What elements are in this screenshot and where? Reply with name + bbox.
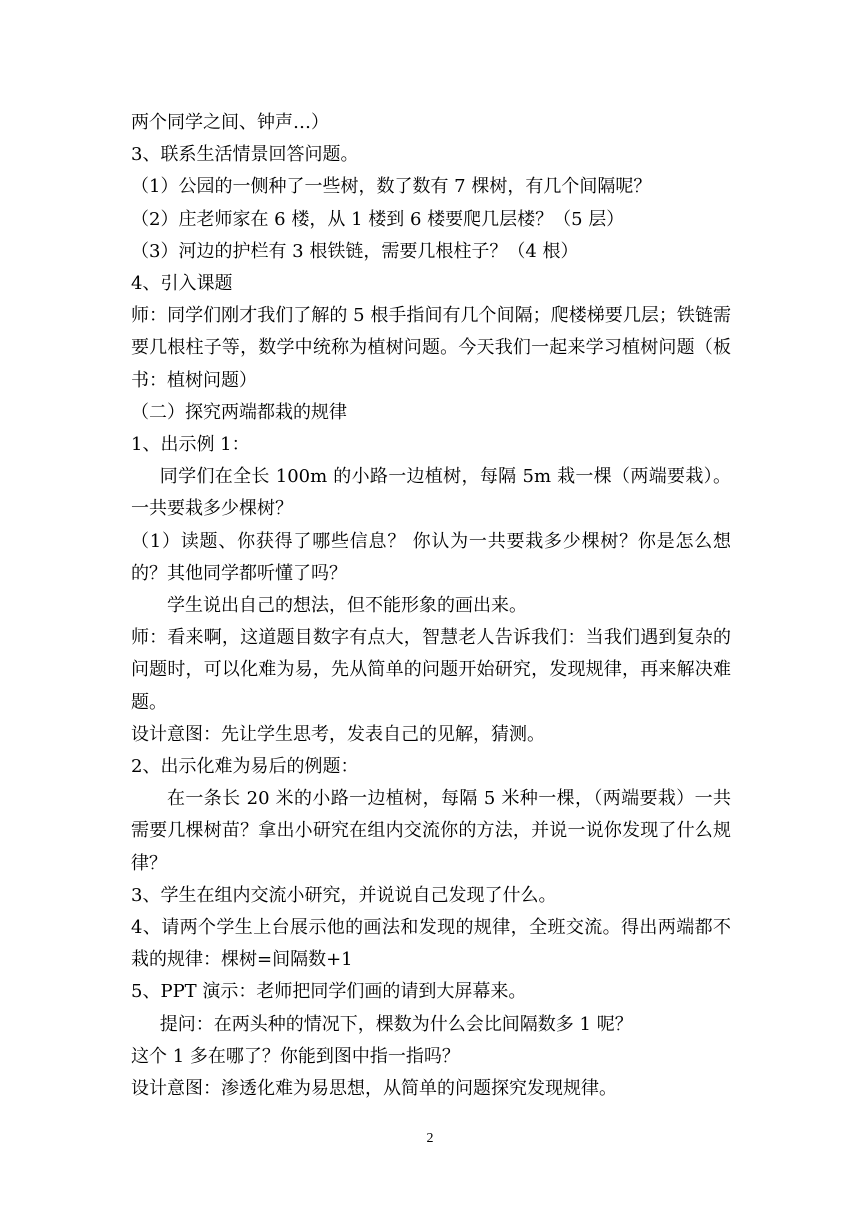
example-heading-2: 2、出示化难为易后的例题： bbox=[131, 756, 359, 778]
student-response: 学生说出自己的想法，但不能形象的画出来。 bbox=[167, 595, 527, 617]
design-intent-2: 设计意图：渗透化难为易思想，从简单的问题探究发现规律。 bbox=[131, 1078, 617, 1100]
text-line-1: 两个同学之间、钟声…） bbox=[131, 112, 329, 133]
teacher-paragraph-1: 师：同学们刚才我们了解的 5 根手指间有几个间隔；爬楼梯要几层；铁链需要几根柱子等，数学中统称为植树问题。今天我们一起来学习植树问题（板书：植树问题） bbox=[131, 305, 731, 391]
question-prompt: 提问：在两头种的情况下，棵数为什么会比间隔数多 1 呢？ bbox=[159, 1013, 633, 1035]
example-1-text: 同学们在全长 100m 的小路一边植树，每隔 5m 栽一棵（两端要栽）。一共要栽多少棵树？ bbox=[131, 466, 731, 520]
step-4: 4、请两个学生上台展示他的画法和发现的规律，全班交流。得出两端都不栽的规律：棵树=间隔数+1 bbox=[131, 917, 731, 971]
document-body bbox=[131, 107, 731, 1105]
part-heading-2: （二）探究两端都栽的规律 bbox=[131, 401, 347, 423]
page-number: 2 bbox=[426, 1131, 434, 1146]
question-2: （2）庄老师家在 6 楼，从 1 楼到 6 楼要爬几层楼？（5 层） bbox=[131, 208, 625, 230]
section-heading-3: 3、联系生活情景回答问题。 bbox=[131, 144, 359, 166]
step-5: 5、PPT 演示：老师把同学们画的请到大屏幕来。 bbox=[131, 981, 527, 1003]
question-3: （3）河边的护栏有 3 根铁链，需要几根柱子？（4 根） bbox=[131, 240, 579, 262]
reading-question: （1）读题、你获得了哪些信息？ 你认为一共要栽多少棵树？你是怎么想的？其他同学都听懂了吗？ bbox=[131, 530, 731, 584]
follow-up-question: 这个 1 多在哪了？你能到图中指一指吗？ bbox=[131, 1045, 460, 1067]
section-heading-4: 4、引入课题 bbox=[131, 273, 233, 295]
design-intent-1: 设计意图：先让学生思考，发表自己的见解，猜测。 bbox=[131, 723, 545, 745]
question-1: （1）公园的一侧种了一些树，数了数有 7 棵树，有几个间隔呢？ bbox=[131, 176, 652, 198]
example-heading-1: 1、出示例 1： bbox=[131, 434, 250, 456]
teacher-paragraph-2: 师：看来啊，这道题目数字有点大，智慧老人告诉我们：当我们遇到复杂的问题时，可以化难为易，先从简单的问题开始研究，发现规律，再来解决难题。 bbox=[131, 627, 731, 713]
step-3: 3、学生在组内交流小研究，并说说自己发现了什么。 bbox=[131, 884, 557, 906]
example-2-text: 在一条长 20 米的小路一边植树，每隔 5 米种一棵，（两端要栽）一共需要几棵树苗？拿出小研究在组内交流你的方法，并说一说你发现了什么规律？ bbox=[131, 788, 731, 874]
